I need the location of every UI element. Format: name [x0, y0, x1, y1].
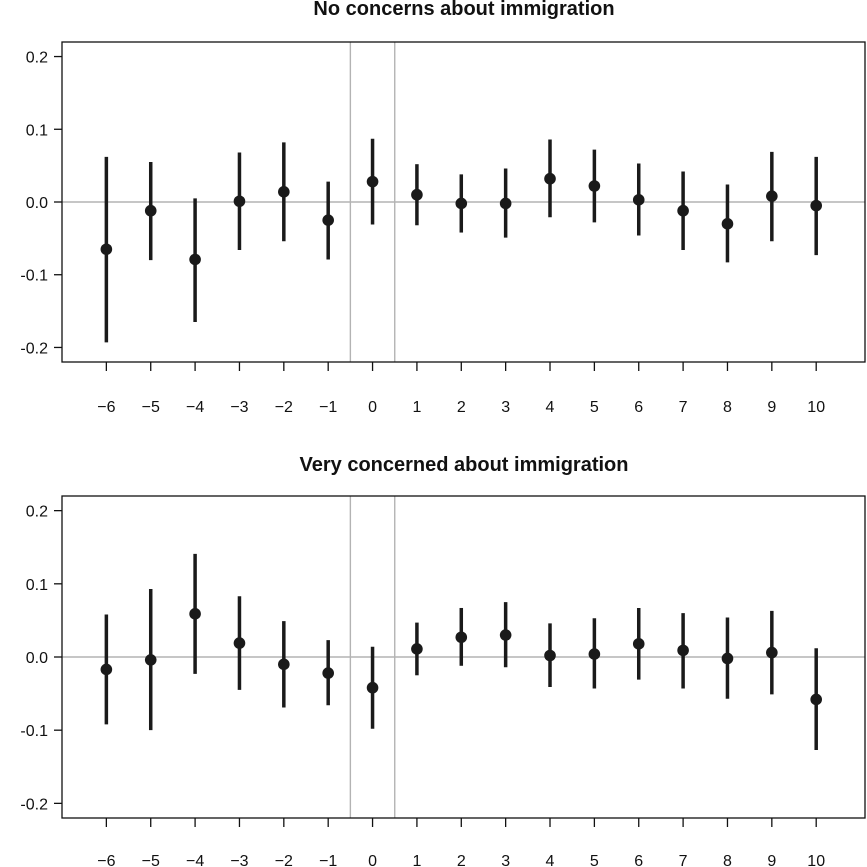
x-tick-label: 6	[634, 399, 644, 416]
x-tick-label: 2	[456, 399, 466, 416]
x-tick-label: 10	[807, 853, 826, 867]
x-tick-label: 1	[412, 399, 422, 416]
point-estimate	[367, 176, 379, 188]
point-estimate	[455, 631, 467, 643]
point-estimate	[633, 638, 645, 650]
x-tick-label: −2	[274, 399, 293, 416]
point-estimate	[189, 254, 201, 266]
point-estimate	[145, 654, 157, 666]
point-estimate	[322, 214, 334, 226]
x-tick-label: 9	[767, 853, 777, 867]
point-estimate	[677, 645, 689, 657]
y-tick-label: 0.0	[25, 650, 48, 667]
point-estimate	[278, 186, 290, 198]
point-estimate	[101, 664, 113, 676]
x-tick-label: 0	[368, 853, 378, 867]
panel-very-concerned	[20, 454, 865, 867]
point-estimate	[810, 694, 822, 706]
y-tick-label: 0.1	[25, 576, 48, 594]
x-tick-label: −1	[319, 853, 338, 867]
point-estimate	[766, 190, 778, 202]
x-tick-label: −4	[185, 399, 205, 416]
panel-no-concerns	[20, 0, 865, 416]
point-estimate	[589, 648, 601, 660]
x-tick-label: −2	[274, 853, 293, 867]
x-tick-label: 6	[634, 853, 644, 867]
y-tick-label: -0.1	[20, 267, 48, 285]
point-estimate	[322, 667, 334, 679]
panel-title: No concerns about immigration	[313, 0, 615, 20]
y-tick-label: -0.2	[20, 340, 48, 358]
point-estimate	[234, 637, 246, 649]
x-tick-label: 10	[807, 399, 826, 416]
x-tick-label: 3	[501, 853, 511, 867]
x-tick-label: 8	[723, 399, 732, 416]
point-estimate	[500, 198, 512, 210]
x-tick-label: 7	[678, 399, 688, 416]
point-estimate	[633, 194, 645, 206]
point-estimate	[101, 243, 113, 255]
x-tick-label: −5	[141, 399, 160, 416]
x-tick-label: −3	[230, 399, 249, 416]
point-estimate	[234, 195, 246, 207]
point-estimate	[145, 205, 157, 217]
point-estimate	[367, 682, 379, 694]
x-tick-label: −6	[97, 853, 116, 867]
point-estimate	[766, 647, 778, 659]
y-tick-label: 0.0	[25, 195, 48, 212]
x-tick-label: 8	[723, 853, 732, 867]
point-estimate	[411, 643, 423, 655]
point-estimate	[677, 205, 689, 217]
x-tick-label: −4	[185, 853, 205, 867]
point-estimate	[189, 608, 201, 620]
x-tick-label: −3	[230, 853, 249, 867]
y-tick-label: -0.1	[20, 723, 48, 741]
y-tick-label: 0.2	[25, 49, 48, 67]
x-tick-label: −6	[97, 399, 116, 416]
x-tick-label: 3	[501, 399, 511, 416]
point-estimate	[722, 218, 734, 230]
x-tick-label: 9	[767, 399, 777, 416]
point-estimate	[278, 659, 290, 671]
x-tick-label: −1	[319, 399, 338, 416]
point-estimate	[455, 198, 467, 210]
point-estimate	[544, 173, 556, 185]
y-tick-label: -0.2	[20, 796, 48, 814]
point-estimate	[500, 629, 512, 641]
y-tick-label: 0.2	[25, 503, 48, 521]
x-tick-label: 2	[456, 853, 466, 867]
x-tick-label: 5	[589, 853, 599, 867]
x-tick-label: 1	[412, 853, 422, 867]
panel-title: Very concerned about immigration	[299, 454, 629, 476]
x-tick-label: −5	[141, 853, 160, 867]
y-tick-label: 0.1	[25, 122, 48, 140]
x-tick-label: 5	[589, 399, 599, 416]
point-estimate	[544, 650, 556, 662]
point-estimate	[810, 200, 822, 212]
x-tick-label: 4	[545, 399, 555, 416]
x-tick-label: 7	[678, 853, 688, 867]
point-estimate	[411, 189, 423, 201]
x-tick-label: 0	[368, 399, 378, 416]
point-estimate	[722, 653, 734, 665]
x-tick-label: 4	[545, 853, 555, 867]
point-estimate	[589, 180, 601, 192]
